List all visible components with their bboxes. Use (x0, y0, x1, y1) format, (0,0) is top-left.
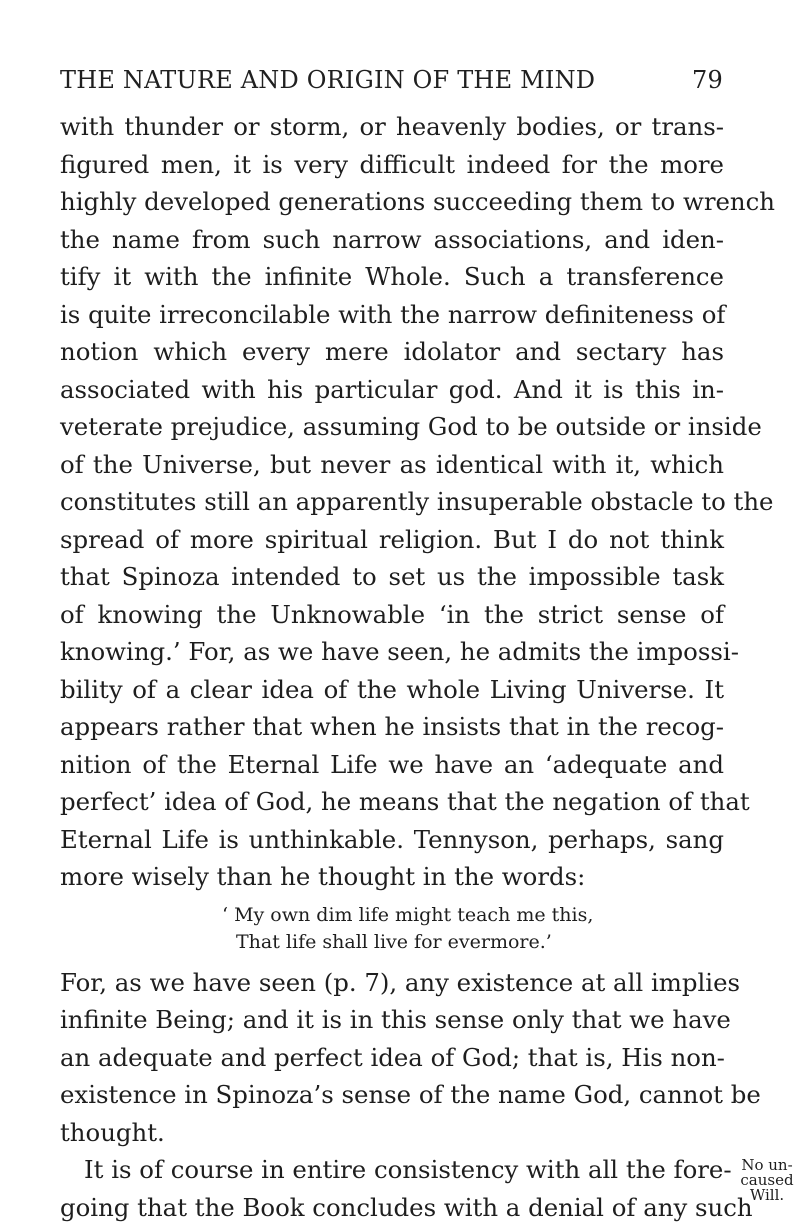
text-line: associated with his particular god. And it is this in- (60, 371, 724, 409)
verse-line: ‘ My own dim life might teach me this, (222, 900, 593, 930)
text-line: appears rather that when he insists that in the recog- (60, 708, 724, 746)
margin-note-line: caused (738, 1172, 796, 1188)
text-line: of the Universe, but never as identical with it, which (60, 446, 724, 484)
text-line: of knowing the Unknowable ‘in the strict sense of (60, 596, 724, 634)
text-line: highly developed generations succeeding them to wrench (60, 183, 724, 221)
text-line: perfect’ idea of God, he means that the negation of that (60, 783, 724, 821)
text-line: figured men, it is very difficult indeed for the more (60, 146, 724, 184)
text-line: For, as we have seen (p. 7), any existence at all implies (60, 964, 724, 1002)
text-line: that Spinoza intended to set us the impossible task (60, 558, 724, 596)
text-line: an adequate and perfect idea of God; that is, His non- (60, 1039, 724, 1077)
text-line: going that the Book concludes with a denial of any such (60, 1189, 724, 1226)
text-line: existence in Spinoza’s sense of the name God, cannot be (60, 1076, 724, 1114)
margin-note-line: No un- (738, 1157, 796, 1173)
margin-note-line: Will. (738, 1187, 796, 1203)
text-line: veterate prejudice, assuming God to be outside or inside (60, 408, 724, 446)
text-line: tify it with the infinite Whole. Such a transference (60, 258, 724, 296)
verse-line: That life shall live for evermore.’ (236, 927, 552, 957)
text-line: constitutes still an apparently insuperable obstacle to the (60, 483, 724, 521)
text-line: spread of more spiritual religion. But I do not think (60, 521, 724, 559)
text-line: is quite irreconcilable with the narrow definiteness of (60, 296, 724, 334)
text-line: more wisely than he thought in the words: (60, 858, 724, 896)
running-head-title: THE NATURE AND ORIGIN OF THE MIND (60, 64, 595, 96)
text-line: knowing.’ For, as we have seen, he admits the impossi- (60, 633, 724, 671)
text-line: nition of the Eternal Life we have an ‘adequate and (60, 746, 724, 784)
page-number: 79 (692, 64, 723, 96)
text-line: thought. (60, 1114, 724, 1152)
text-line: infinite Being; and it is in this sense only that we have (60, 1001, 724, 1039)
text-line: Eternal Life is unthinkable. Tennyson, perhaps, sang (60, 821, 724, 859)
text-line: It is of course in entire consistency with all the fore- (84, 1151, 724, 1189)
text-line: notion which every mere idolator and sectary has (60, 333, 724, 371)
text-line: the name from such narrow associations, and iden- (60, 221, 724, 259)
running-head (60, 64, 723, 96)
text-line: bility of a clear idea of the whole Living Universe. It (60, 671, 724, 709)
text-line: with thunder or storm, or heavenly bodies, or trans- (60, 108, 724, 146)
